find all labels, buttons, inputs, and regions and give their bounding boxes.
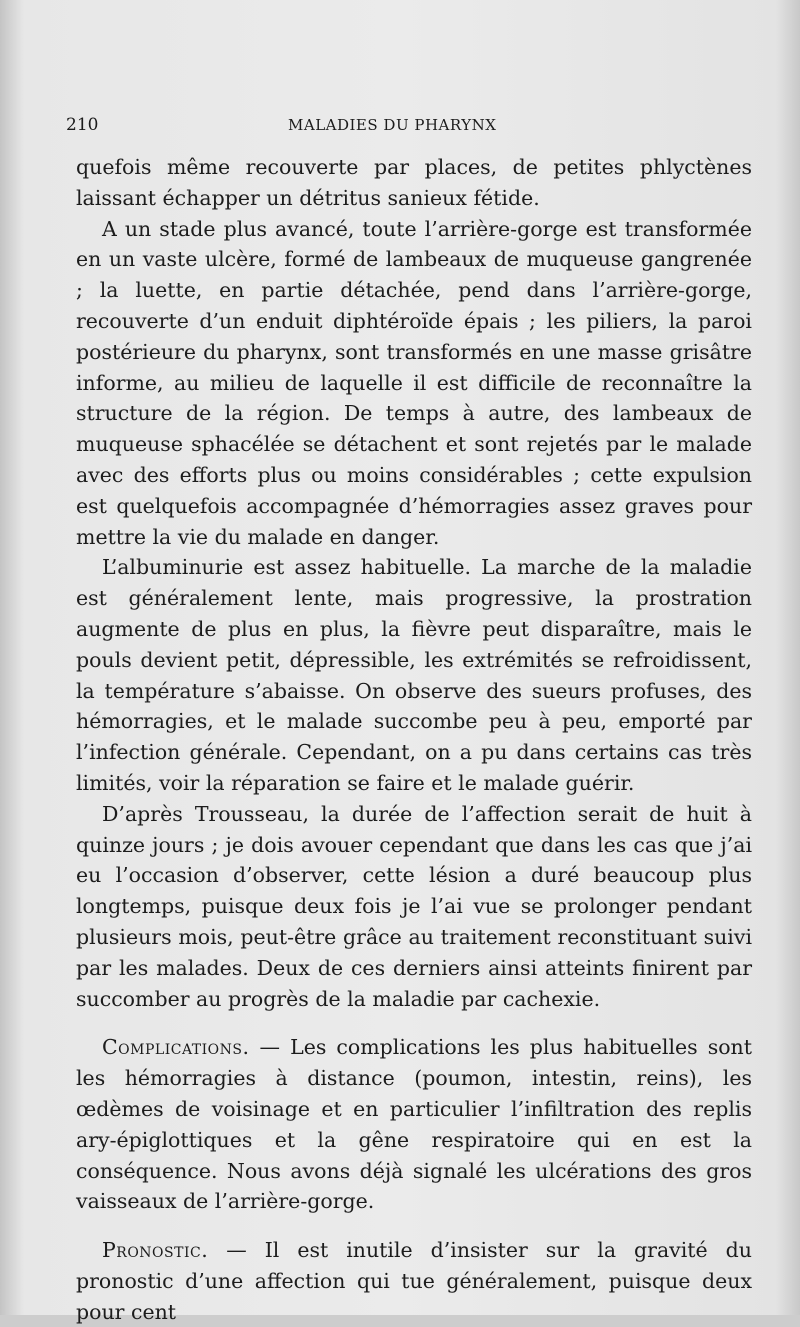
section-paragraph	[76, 1235, 752, 1327]
section-heading: Pronostic.	[102, 1238, 209, 1263]
body-text	[76, 152, 752, 1327]
paragraph-text: L’albuminurie est assez habituelle. La marche de la maladie est généralement lente, mais progressive, la prostration augmente de plus en plus, la fièvre peut disparaître, mais le pouls devient petit, dépressible, les extrémités se refroidissent, la température s’abaisse. On observe des sueurs profuses, des hémorragies, et le malade succombe peu à peu, emporté par l’infection générale. Cependant, on a pu dans certains cas très limités, voir la réparation se faire et le malade guérir.	[76, 555, 752, 795]
paragraph-text: — Les complications les plus habituelles sont les hémorragies à distance (poumon, intestin, reins), les œdèmes de voisinage et en particulier l’infiltration des replis ary-épiglottiques et la gêne respiratoire qui en est la conséquence. Nous avons déjà signalé les ulcérations des gros vaisseaux de l’arrière-gorge.	[76, 1035, 752, 1214]
paragraph	[76, 214, 752, 553]
paragraph	[76, 552, 752, 798]
paragraph-text: quefois même recouverte par places, de petites phlyctènes laissant échapper un détritus sanieux fétide.	[76, 155, 752, 210]
running-head	[66, 115, 756, 139]
paragraph-text: D’après Trousseau, la durée de l’affection serait de huit à quinze jours ; je dois avouer cependant que dans les cas que j’ai eu l’occasion d’observer, cette lésion a duré beaucoup plus longtemps, puisque deux fois je l’ai vue se prolonger pendant plusieurs mois, peut-être grâce au traitement reconstituant suivi par les malades. Deux de ces derniers ainsi atteints finirent par succomber au progrès de la maladie par cachexie.	[76, 801, 752, 1011]
paragraph-text: — Il est inutile d’insister sur la gravité du pronostic d’une affection qui tue généralement, puisque deux pour cent	[76, 1238, 752, 1324]
paragraph	[76, 799, 752, 1015]
page-number: 210	[66, 115, 99, 135]
paragraph-text: A un stade plus avancé, toute l’arrière-gorge est transformée en un vaste ulcère, formé de lambeaux de muqueuse gangrenée ; la luette, en partie détachée, pend dans l’arrière-gorge, recouverte d’un enduit diphtéroïde épais ; les piliers, la paroi postérieure du pharynx, sont transformés en une masse grisâtre informe, au milieu de laquelle il est difficile de reconnaître la structure de la région. De temps à autre, des lambeaux de muqueuse sphacélée se détachent et sont rejetés par le malade avec des efforts plus ou moins considérables ; cette expulsion est quelquefois accompagnée d’hémorragies assez graves pour mettre la vie du malade en danger.	[76, 216, 752, 549]
section-heading: Complications.	[102, 1035, 250, 1060]
running-title: MALADIES DU PHARYNX	[288, 116, 497, 134]
section-paragraph	[76, 1032, 752, 1217]
paragraph	[76, 152, 752, 214]
